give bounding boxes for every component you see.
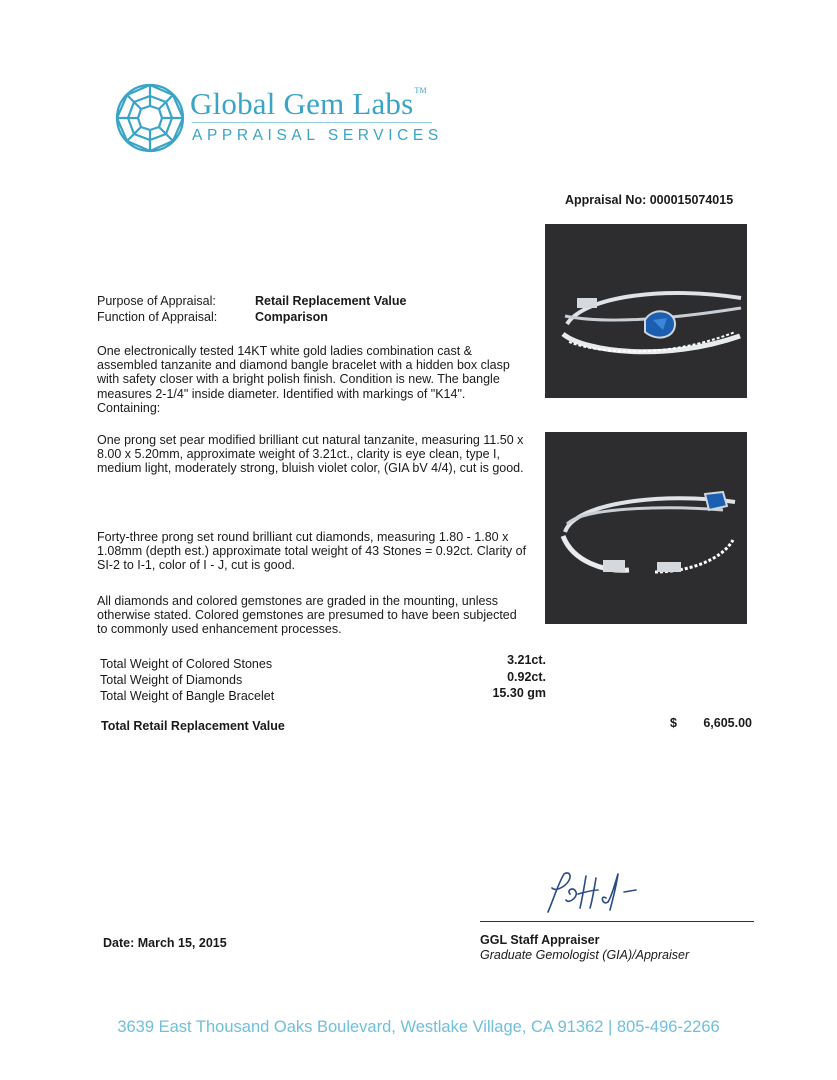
appraiser-signature xyxy=(540,868,650,918)
brand-name: Global Gem Labs™ xyxy=(190,86,427,121)
weight-colored-stones-label: Total Weight of Colored Stones xyxy=(100,657,273,671)
brand-divider xyxy=(192,122,432,123)
bracelet-photo-bottom xyxy=(545,432,747,624)
total-value-label: Total Retail Replacement Value xyxy=(101,719,285,733)
purpose-row xyxy=(97,294,406,308)
weight-bracelet-label: Total Weight of Bangle Bracelet xyxy=(100,689,275,703)
tanzanite-description: One prong set pear modified brilliant cut natural tanzanite, measuring 11.50 x 8.00 x 5.20mm, approximate weight of 3.21ct., clarity is eye clean, type I, medium light, moderately strong, bluish violet color, (GIA bV 4/4), cut is good. xyxy=(97,433,524,476)
disclaimer: All diamonds and colored gemstones are graded in the mounting, unless otherwise stated. Colored gemstones are presumed to have been subjected to commonly used enhancement processes. xyxy=(97,594,517,637)
purpose-value: Retail Replacement Value xyxy=(255,294,407,308)
weight-bracelet-value: 15.30 gm xyxy=(492,686,546,700)
weight-colored-stones-value: 3.21ct. xyxy=(507,653,546,667)
weight-diamonds-value: 0.92ct. xyxy=(507,670,546,684)
item-description: One electronically tested 14KT white gold ladies combination cast & assembled tanzanite and diamond bangle bracelet with a hidden box clasp with safety closer with a bright polish finish. Condition is new. The bangle measures 2-1/4" inside diameter. Identified with markings of "K14". Containing: xyxy=(97,344,510,415)
gem-outline-icon xyxy=(114,82,186,154)
total-currency: $ xyxy=(670,716,677,730)
appraiser-name: GGL Staff Appraiser xyxy=(480,933,600,947)
trademark-mark: TM xyxy=(414,86,427,95)
diamonds-description: Forty-three prong set round brilliant cut diamonds, measuring 1.80 - 1.80 x 1.08mm (depth est.) approximate total weight of 43 Stones = 0.92ct. Clarity of SI-2 to I-1, color of I - J, cut is good. xyxy=(97,530,527,573)
appraisal-date: Date: March 15, 2015 xyxy=(103,936,227,950)
bracelet-photo-top xyxy=(545,224,747,398)
function-label: Function of Appraisal: xyxy=(97,310,218,324)
function-row xyxy=(97,310,328,324)
total-value-amount: 6,605.00 xyxy=(703,716,752,730)
weight-diamonds-label: Total Weight of Diamonds xyxy=(100,673,243,687)
function-value: Comparison xyxy=(255,310,328,324)
appraiser-title: Graduate Gemologist (GIA)/Appraiser xyxy=(480,948,690,962)
purpose-label: Purpose of Appraisal: xyxy=(97,294,216,308)
brand-subtitle: APPRAISAL SERVICES xyxy=(192,127,443,144)
appraisal-number: Appraisal No: 000015074015 xyxy=(565,193,734,207)
footer-address: 3639 East Thousand Oaks Boulevard, Westlake Village, CA 91362 | 805-496-2266 xyxy=(117,1018,720,1036)
signature-line xyxy=(480,921,754,922)
